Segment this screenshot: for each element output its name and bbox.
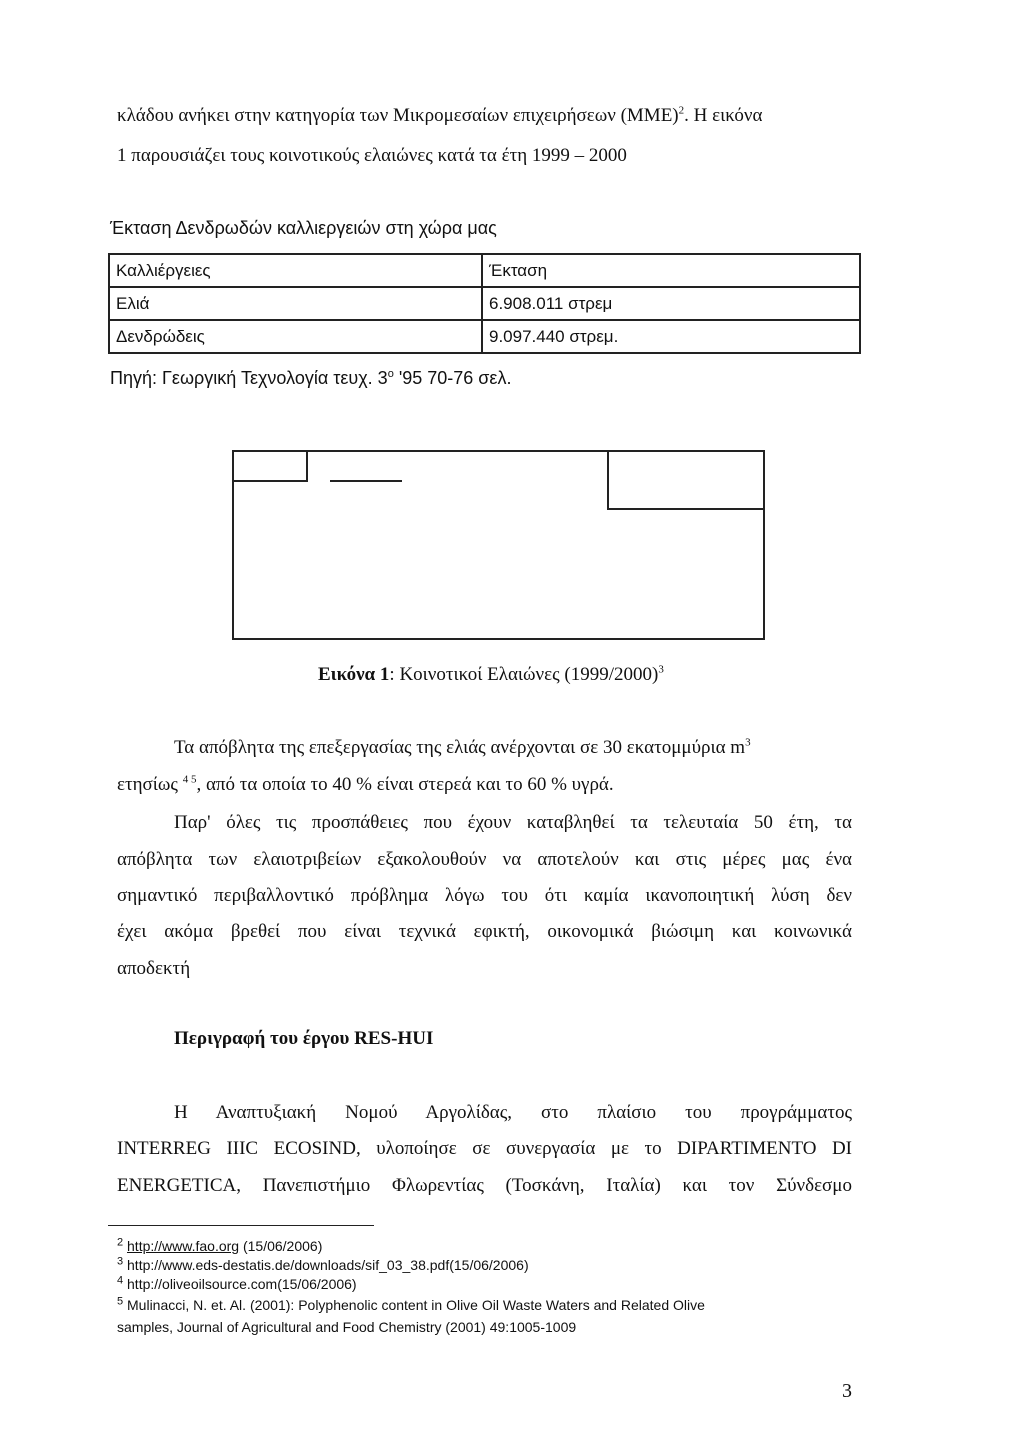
footnote-text: http://oliveoilsource.com(15/06/2006) — [123, 1276, 357, 1292]
footnote-number: 3 — [117, 1255, 124, 1268]
figure-inner-line — [306, 452, 308, 482]
footnote-number: 5 — [117, 1295, 124, 1308]
page-number: 3 — [842, 1380, 852, 1402]
figure-inner-line — [607, 452, 609, 510]
footnote-link[interactable]: http://www.fao.org — [127, 1238, 240, 1254]
source-text-a: Πηγή: Γεωργική Τεχνολογία τευχ. 3 — [110, 368, 388, 388]
paragraph-2-line: απόβλητα των ελαιοτριβείων εξακολουθούν να αποτελούν και στις μέρες μας ένα — [117, 849, 852, 870]
intro-line-1 — [117, 104, 762, 128]
footnote-ref[interactable]: 3 — [658, 663, 664, 676]
footnote-text: http://www.eds-destatis.de/downloads/sif_03_38.pdf(15/06/2006) — [123, 1257, 529, 1273]
table-row — [109, 320, 860, 353]
paragraph-2-line: έχει ακόμα βρεθεί που είναι τεχνικά εφικτή, οικονομικά βιώσιμη και κοινωνικά — [117, 921, 852, 942]
section-heading: Περιγραφή του έργου RES-HUI — [174, 1028, 434, 1049]
intro-text-b: . Η εικόνα — [684, 105, 763, 126]
table-cell: 9.097.440 στρεμ. — [482, 320, 860, 353]
paragraph-1-line-1 — [174, 736, 751, 760]
figure-frame — [232, 450, 765, 640]
footnote-text: Mulinacci, N. et. Al. (2001): Polyphenolic content in Olive Oil Waste Waters and Related Olive — [123, 1297, 705, 1313]
table-header-cell: Έκταση — [482, 254, 860, 287]
footnote-5-continued — [117, 1318, 576, 1336]
paragraph-2-line: σημαντικό περιβαλλοντικό πρόβλημα λόγω του ότι καμία ικανοποιητική λύση δεν — [117, 885, 852, 906]
table-header-cell: Καλλιέργειες — [109, 254, 482, 287]
table-title: Έκταση Δενδρωδών καλλιεργειών στη χώρα μας — [110, 218, 497, 238]
source-superscript: ο — [387, 368, 394, 380]
paragraph-2-line: Παρ' όλες τις προσπάθειες που έχουν καταβληθεί τα τελευταία 50 έτη, τα — [174, 812, 852, 833]
footnote-ref[interactable]: 4 5 — [182, 773, 197, 786]
figure-inner-line — [232, 480, 308, 482]
footnote-3 — [117, 1256, 529, 1274]
footnote-ref[interactable]: 2 — [678, 104, 685, 117]
paragraph-text: , από τα οποία το 40 % είναι στερεά και το 60 % υγρά. — [196, 774, 614, 795]
table-cell: 6.908.011 στρεμ — [482, 287, 860, 320]
paragraph-text: ετησίως — [117, 774, 183, 795]
footnote-text: (15/06/2006) — [239, 1238, 323, 1254]
footnote-number: 4 — [117, 1274, 124, 1287]
footnote-4 — [117, 1275, 357, 1293]
figure-inner-line — [330, 480, 402, 482]
footnote-2 — [117, 1237, 322, 1255]
table-cell: Ελιά — [109, 287, 482, 320]
section-line: ENERGETICA, Πανεπιστήμιο Φλωρεντίας (Τοσκάνη, Ιταλία) και τον Σύνδεσμο — [117, 1175, 852, 1196]
section-line: INTERREG IIIC ECOSIND, υλοποίησε σε συνεργασία με το DIPARTIMENTO DI — [117, 1138, 852, 1159]
caption-label: Εικόνα 1 — [318, 664, 390, 685]
footnote-text: samples, Journal of Agricultural and Food Chemistry (2001) 49:1005-1009 — [117, 1319, 577, 1335]
intro-line-2: 1 παρουσιάζει τους κοινοτικούς ελαιώνες κατά τα έτη 1999 – 2000 — [117, 145, 627, 166]
paragraph-text: Τα απόβλητα της επεξεργασίας της ελιάς ανέρχονται σε 30 εκατομμύρια m — [174, 737, 746, 758]
footnote-number: 2 — [117, 1236, 124, 1249]
caption-text: : Κοινοτικοί Ελαιώνες (1999/2000) — [389, 664, 659, 685]
table-cell: Δενδρώδεις — [109, 320, 482, 353]
paragraph-2-line: αποδεκτή — [117, 958, 191, 979]
footnote-5 — [117, 1296, 705, 1314]
footnote-rule — [108, 1225, 374, 1226]
table-row — [109, 287, 860, 320]
source-text-b: '95 70-76 σελ. — [393, 368, 512, 388]
intro-text-a: κλάδου ανήκει στην κατηγορία των Μικρομεσαίων επιχειρήσεων (ΜΜΕ) — [117, 105, 679, 126]
paragraph-1-line-2 — [117, 773, 614, 797]
crops-table — [108, 253, 861, 354]
figure-caption — [318, 664, 664, 686]
superscript: 3 — [745, 736, 751, 749]
table-header-row — [109, 254, 860, 287]
section-line: Η Αναπτυξιακή Νομού Αργολίδας, στο πλαίσιο του προγράμματος — [174, 1102, 852, 1123]
figure-inner-line — [607, 508, 765, 510]
table-source — [110, 368, 511, 389]
